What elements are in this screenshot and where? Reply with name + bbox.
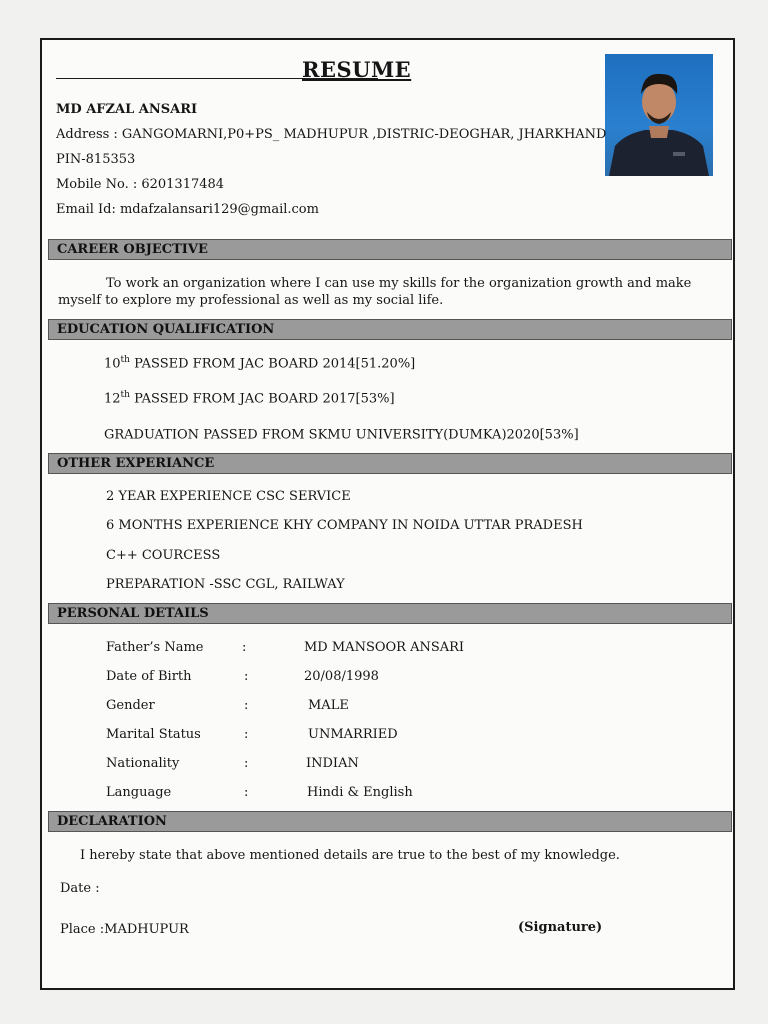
experience-item: PREPARATION -SSC CGL, RAILWAY (106, 577, 345, 592)
personal-label: Date of Birth (106, 669, 192, 684)
mobile-line: Mobile No. : 6201317484 (56, 177, 225, 192)
personal-label: Father’s Name (106, 640, 204, 655)
declaration-place: Place :MADHUPUR (60, 922, 189, 937)
career-objective-line-2: myself to explore my professional as well as my social life. (58, 293, 444, 308)
title-underline-rule (56, 78, 378, 79)
personal-separator: : (242, 640, 247, 655)
declaration-date: Date : (60, 881, 100, 896)
declaration-text: I hereby state that above mentioned details are true to the best of my knowledge. (80, 848, 620, 863)
education-heading: EDUCATION QUALIFICATION (48, 319, 732, 340)
other-experience-heading: OTHER EXPERIANCE (48, 453, 732, 474)
education-item-sup: th (120, 390, 130, 400)
education-item-text: 12 (104, 391, 121, 407)
personal-value: MD MANSOOR ANSARI (304, 640, 465, 655)
career-objective-heading: CAREER OBJECTIVE (48, 239, 732, 260)
personal-separator: : (244, 756, 249, 771)
personal-value: 20/08/1998 (304, 669, 379, 684)
personal-details-heading: PERSONAL DETAILS (48, 603, 732, 624)
person-portrait-icon (605, 54, 713, 176)
education-item-text: PASSED FROM JAC BOARD 2017[53%] (129, 391, 395, 407)
education-item-text: PASSED FROM JAC BOARD 2014[51.20%] (129, 356, 416, 372)
personal-value: UNMARRIED (308, 727, 398, 742)
resume-title: RESUME (302, 57, 412, 82)
career-objective-line-1: To work an organization where I can use my skills for the organization growth and make (106, 276, 692, 291)
address-line: Address : GANGOMARNI,P0+PS_ MADHUPUR ,DISTRIC-DEOGHAR, JHARKHAND (56, 127, 607, 142)
personal-value: Hindi & English (307, 785, 413, 800)
resume-page (40, 38, 735, 990)
personal-separator: : (244, 698, 249, 713)
education-item-text: 10 (104, 356, 121, 372)
pin-line: PIN-815353 (56, 152, 136, 167)
email-line: Email Id: mdafzalansari129@gmail.com (56, 202, 319, 217)
personal-label: Nationality (106, 756, 180, 771)
declaration-heading: DECLARATION (48, 811, 732, 832)
education-item-text: GRADUATION PASSED FROM SKMU UNIVERSITY(DUMKA)2020[53%] (104, 427, 579, 443)
personal-separator: : (244, 727, 249, 742)
education-item-sup: th (120, 355, 130, 365)
profile-photo (605, 54, 713, 176)
experience-item: C++ COURCESS (106, 548, 221, 563)
education-item (104, 355, 415, 371)
education-item (104, 426, 579, 442)
personal-separator: : (244, 785, 249, 800)
personal-label: Language (106, 785, 172, 800)
personal-value: INDIAN (306, 756, 359, 771)
personal-label: Gender (106, 698, 155, 713)
experience-item: 2 YEAR EXPERIENCE CSC SERVICE (106, 489, 351, 504)
experience-item: 6 MONTHS EXPERIENCE KHY COMPANY IN NOIDA UTTAR PRADESH (106, 518, 583, 533)
personal-separator: : (244, 669, 249, 684)
personal-label: Marital Status (106, 727, 201, 742)
education-item (104, 390, 395, 406)
personal-value: MALE (308, 698, 349, 713)
applicant-name: MD AFZAL ANSARI (56, 102, 198, 117)
signature-label: (Signature) (518, 920, 603, 935)
